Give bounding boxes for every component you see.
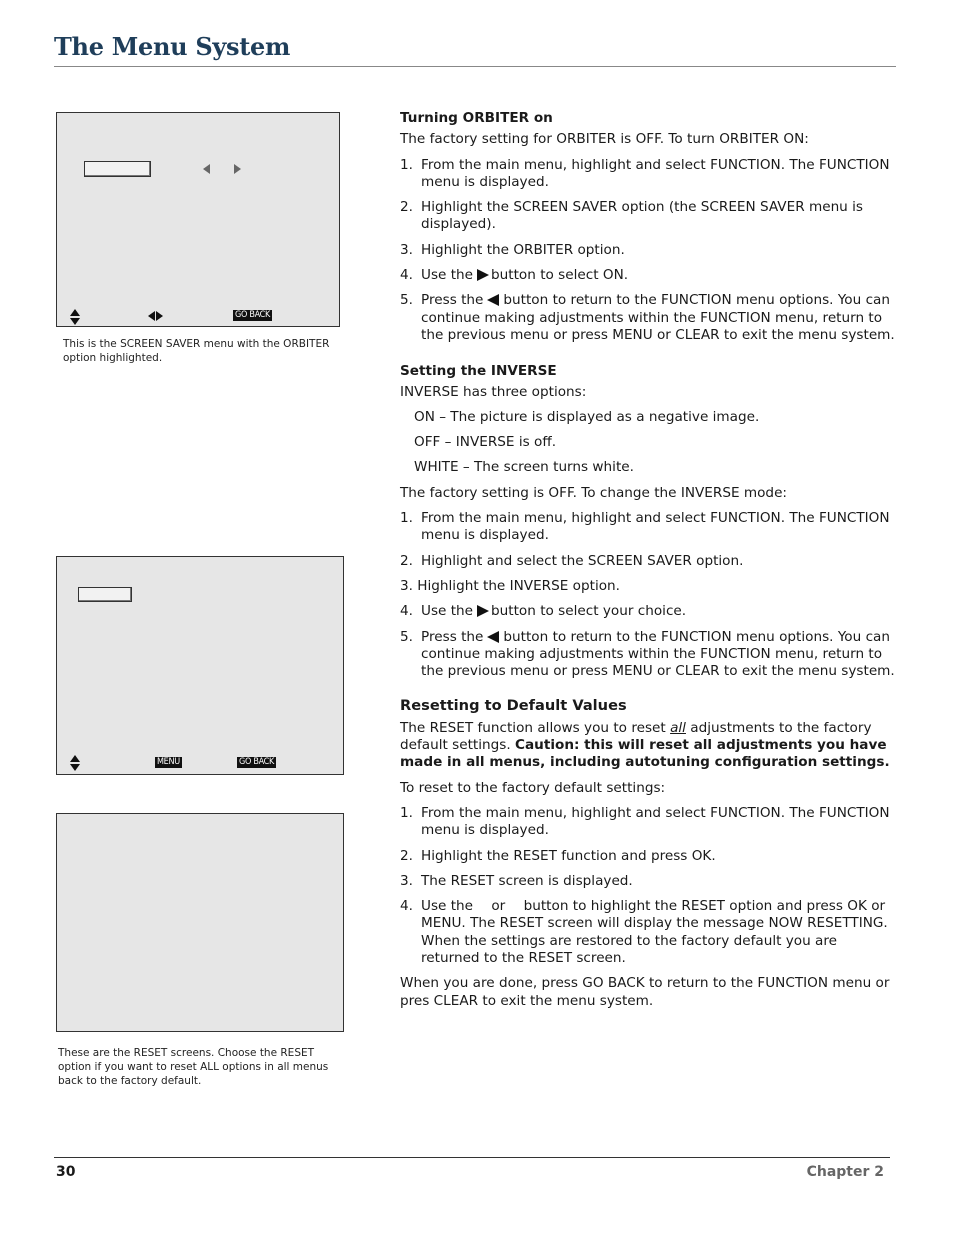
inverse-step-2: 2. Highlight and select the SCREEN SAVER option. (400, 552, 744, 569)
reset-screen (56, 813, 344, 1032)
title-divider (54, 66, 896, 67)
up-down-arrows-icon (70, 309, 80, 325)
inverse-step-4: 4. Use the button to select your choice. (400, 603, 687, 620)
left-arrow-icon (203, 164, 210, 174)
screen-saver-menu-screen (56, 112, 340, 327)
up-down-arrows-icon (70, 755, 80, 771)
reset-to-default-intro: To reset to the factory default settings: (400, 779, 666, 796)
go-back-key-badge: GO BACK (239, 757, 275, 767)
orbiter-step-5: 5. Press the button to return to the FUNCTION menu options. You can continue making adjustments within the FUNCTION menu, return to the previous menu or press MENU or CLEAR to exit the menu system. (400, 292, 895, 343)
inverse-highlight-box (78, 587, 132, 602)
right-arrow-icon (234, 164, 241, 174)
inverse-change-intro: The factory setting is OFF. To change the INVERSE mode: (400, 484, 788, 501)
right-arrow-icon (477, 269, 489, 281)
reset-step-4: 4. Use the or button to highlight the RESET option and press OK or MENU. The RESET screen will display the message NOW RESETTING. When the settings are restored to the factory default you are returned to the RESET screen. (400, 898, 888, 966)
inverse-heading: Setting the INVERSE (400, 363, 557, 380)
reset-step-2: 2. Highlight the RESET function and press OK. (400, 847, 716, 864)
inverse-option-on: ON – The picture is displayed as a negative image. (414, 408, 760, 425)
inverse-option-off: OFF – INVERSE is off. (414, 434, 557, 451)
menu-key-badge: MENU (157, 757, 180, 767)
orbiter-highlight-box (84, 161, 151, 177)
reset-step-1: 1. From the main menu, highlight and select FUNCTION. The FUNCTION menu is displayed. (400, 804, 890, 839)
reset-closing: When you are done, press GO BACK to return to the FUNCTION menu or pres CLEAR to exit the menu system. (400, 975, 890, 1009)
page-title: The Menu System (54, 32, 291, 61)
reset-caution: Caution: this will reset all adjustments you have made in all menus, including autotuning configuration settings. (400, 737, 890, 771)
orbiter-heading: Turning ORBITER on (400, 110, 553, 126)
screen-saver-caption: This is the SCREEN SAVER menu with the ORBITER option highlighted. (63, 338, 330, 364)
left-arrow-icon (487, 294, 499, 306)
orbiter-step-4: 4. Use the button to select ON. (400, 267, 629, 284)
reset-heading: Resetting to Default Values (400, 697, 627, 715)
go-back-key-badge: GO BACK (235, 310, 271, 320)
inverse-step-1: 1. From the main menu, highlight and select FUNCTION. The FUNCTION menu is displayed. (400, 510, 890, 544)
reset-step-3: 3. The RESET screen is displayed. (400, 872, 633, 889)
reset-caption: These are the RESET screens. Choose the RESET option if you want to reset ALL options in all menus back to the factory default. (58, 1047, 329, 1087)
inverse-step-3: 3. Highlight the INVERSE option. (400, 577, 620, 594)
left-arrow-icon (487, 631, 499, 643)
left-right-arrows-icon (148, 311, 164, 321)
inverse-option-white: WHITE – The screen turns white. (414, 459, 634, 476)
main-content (400, 110, 896, 1010)
orbiter-step-2: 2. Highlight the SCREEN SAVER option (the SCREEN SAVER menu is displayed). (400, 199, 863, 233)
inverse-menu-screen (56, 556, 344, 775)
orbiter-intro: The factory setting for ORBITER is OFF. To turn ORBITER ON: (400, 131, 809, 148)
orbiter-step-1: 1. From the main menu, highlight and select FUNCTION. The FUNCTION menu is displayed. (400, 156, 890, 190)
orbiter-step-3: 3. Highlight the ORBITER option. (400, 241, 625, 258)
reset-intro: The RESET function allows you to reset all adjustments to the factory default settings. Caution: this will reset all adjustments you have made in all menus, including autotuning configuration settings. (400, 719, 890, 771)
page-number: 30 (56, 1164, 76, 1180)
footer-divider (54, 1157, 890, 1158)
chapter-label: Chapter 2 (806, 1164, 884, 1180)
right-arrow-icon (477, 605, 489, 617)
inverse-step-5: 5. Press the button to return to the FUNCTION menu options. You can continue making adjustments within the FUNCTION menu, return to the previous menu or press MENU or CLEAR to exit the menu system. (400, 628, 895, 680)
inverse-intro: INVERSE has three options: (400, 383, 587, 400)
